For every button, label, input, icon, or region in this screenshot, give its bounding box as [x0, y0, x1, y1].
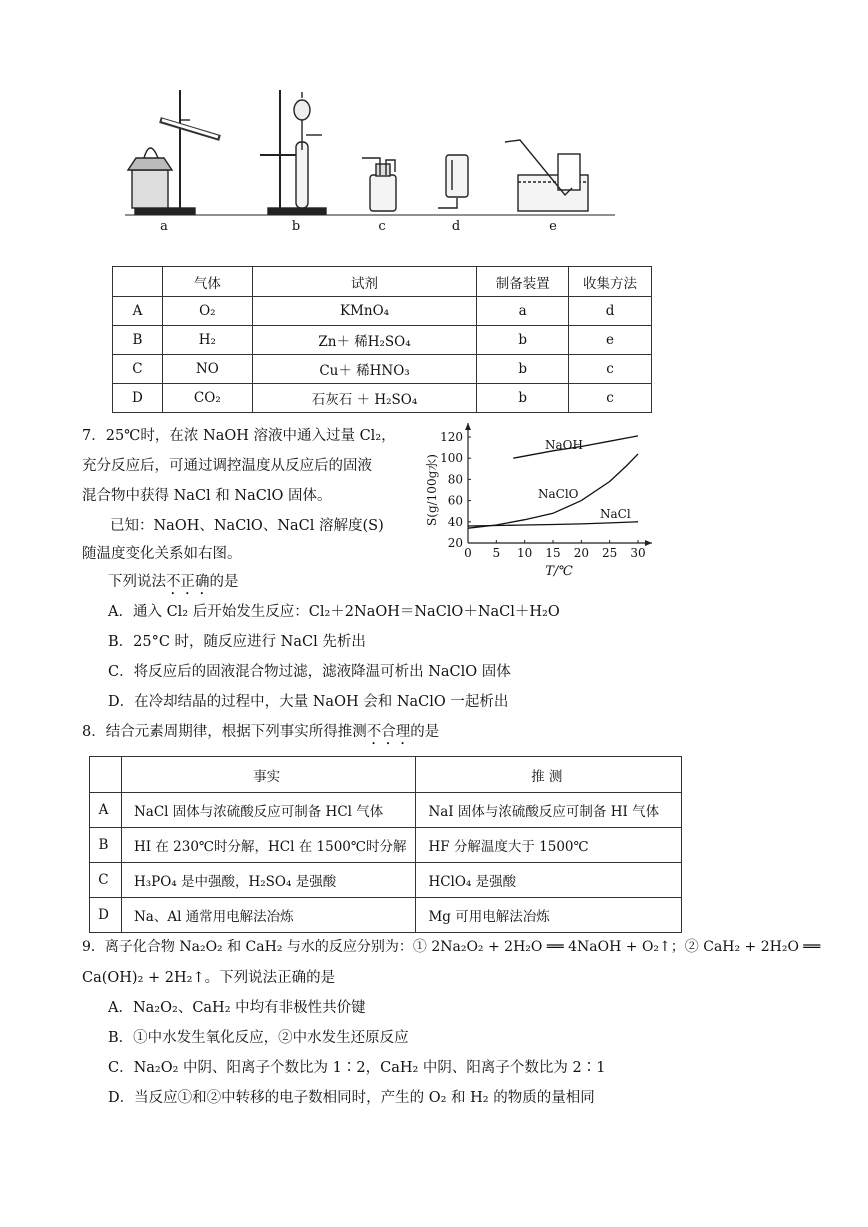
gas-prep-table — [112, 266, 652, 413]
table-row: A NaCl 固体与浓硫酸反应可制备 HCl 气体 NaI 固体与浓硫酸反应可制备 HI 气体 — [90, 793, 682, 828]
label-b: b — [291, 219, 301, 234]
x-tick-label: 0 — [464, 546, 472, 560]
th-device: 制备装置 — [477, 267, 569, 297]
y-tick-label: 20 — [447, 536, 463, 550]
th-blank — [113, 267, 163, 297]
label-e: e — [549, 219, 557, 234]
y-tick-label: 60 — [447, 493, 463, 508]
table-row: A O₂ KMnO₄ a d — [113, 297, 652, 326]
apparatus-c — [362, 158, 396, 211]
table-row: B HI 在 230℃时分解，HCl 在 1500℃时分解 HF 分解温度大于 1500℃ — [90, 828, 682, 863]
label-a: a — [160, 219, 168, 234]
y-tick-label: 100 — [440, 451, 463, 466]
q8-stem: 8．结合元素周期律，根据下列事实所得推测不合理的是 — [82, 724, 440, 740]
label-d: d — [451, 219, 461, 234]
x-tick-label: 5 — [492, 546, 501, 560]
q7-line1: 7．25℃时，在浓 NaOH 溶液中通入过量 Cl₂， — [82, 428, 396, 444]
table-row: C NO Cu＋ 稀HNO₃ b c — [113, 355, 652, 384]
x-tick-label: 15 — [545, 546, 561, 560]
table-row: B H₂ Zn＋ 稀H₂SO₄ b e — [113, 326, 652, 355]
q9-option-d: D．当反应①和②中转移的电子数相同时，产生的 O₂ 和 H₂ 的物质的量相同 — [108, 1090, 595, 1106]
q7-emphasis: 不正确 — [166, 574, 210, 590]
q7-option-c: C．将反应后的固液混合物过滤，滤液降温可析出 NaClO 固体 — [108, 664, 511, 680]
th-fact: 事实 — [121, 757, 415, 793]
table-row: D CO₂ 石灰石 ＋ H₂SO₄ b c — [113, 384, 652, 413]
q7-option-a: A．通入 Cl₂ 后开始发生反应：Cl₂＋2NaOH＝NaClO＋NaCl＋H₂O — [108, 604, 560, 620]
apparatus-figure — [120, 80, 620, 240]
solubility-chart — [420, 415, 660, 585]
apparatus-b — [260, 90, 326, 214]
table-row: D Na、Al 通常用电解法冶炼 Mg 可用电解法冶炼 — [90, 898, 682, 933]
th-method: 收集方法 — [569, 267, 652, 297]
x-tick-label: 30 — [630, 546, 646, 560]
th-reagent: 试剂 — [252, 267, 477, 297]
series-line-nacl — [468, 522, 638, 526]
q9-option-b: B．①中水发生氧化反应，②中水发生还原反应 — [108, 1030, 409, 1046]
periodic-table-facts — [89, 756, 682, 933]
q7-option-b: B．25°C 时，随反应进行 NaCl 先析出 — [108, 634, 366, 650]
apparatus-d — [438, 155, 468, 208]
q9-line1: 9．离子化合物 Na₂O₂ 和 CaH₂ 与水的反应分别为：① 2Na₂O₂ + 2H₂O ══ 4NaOH + O₂↑；② CaH₂ + 2H₂O ══ — [82, 939, 821, 955]
q9-option-a: A．Na₂O₂、CaH₂ 中均有非极性共价键 — [108, 1000, 366, 1016]
series-label-nacl: NaCl — [600, 507, 631, 521]
x-tick-label: 10 — [517, 546, 533, 560]
x-tick-label: 20 — [573, 546, 589, 560]
y-axis-label: S(g/100g水) — [425, 454, 439, 526]
series-label-naoh: NaOH — [545, 438, 583, 452]
th-gas: 气体 — [162, 267, 252, 297]
q7-line4: 已知：NaOH、NaClO、NaCl 溶解度(S) — [110, 518, 384, 534]
q7-line3: 混合物中获得 NaCl 和 NaClO 固体。 — [82, 488, 332, 504]
apparatus-a — [128, 90, 220, 214]
q7-ask: 下列说法不正确的是 — [108, 574, 239, 590]
y-tick-label: 40 — [447, 514, 463, 529]
q9-line2: Ca(OH)₂ + 2H₂↑。下列说法正确的是 — [82, 970, 336, 986]
q7-line2: 充分反应后，可通过调控温度从反应后的固液 — [82, 458, 372, 474]
table-row: C H₃PO₄ 是中强酸，H₂SO₄ 是强酸 HClO₄ 是强酸 — [90, 863, 682, 898]
x-arrow — [645, 540, 652, 546]
label-c: c — [378, 219, 386, 234]
x-axis-label: T/℃ — [545, 564, 573, 579]
y-arrow — [465, 423, 471, 430]
q8-emphasis: 不合理 — [366, 724, 411, 740]
q7-option-d: D．在冷却结晶的过程中，大量 NaOH 会和 NaClO 一起析出 — [108, 694, 509, 710]
x-tick-label: 25 — [602, 546, 618, 560]
y-tick-label: 80 — [447, 472, 463, 487]
y-tick-label: 120 — [440, 430, 463, 444]
q9-option-c: C．Na₂O₂ 中阴、阳离子个数比为 1∶2，CaH₂ 中阴、阳离子个数比为 2∶1 — [108, 1060, 606, 1076]
series-label-naclo: NaClO — [538, 487, 579, 501]
q7-line5: 随温度变化关系如右图。 — [82, 546, 242, 562]
apparatus-e — [505, 140, 588, 211]
th-guess: 推 测 — [416, 757, 682, 793]
